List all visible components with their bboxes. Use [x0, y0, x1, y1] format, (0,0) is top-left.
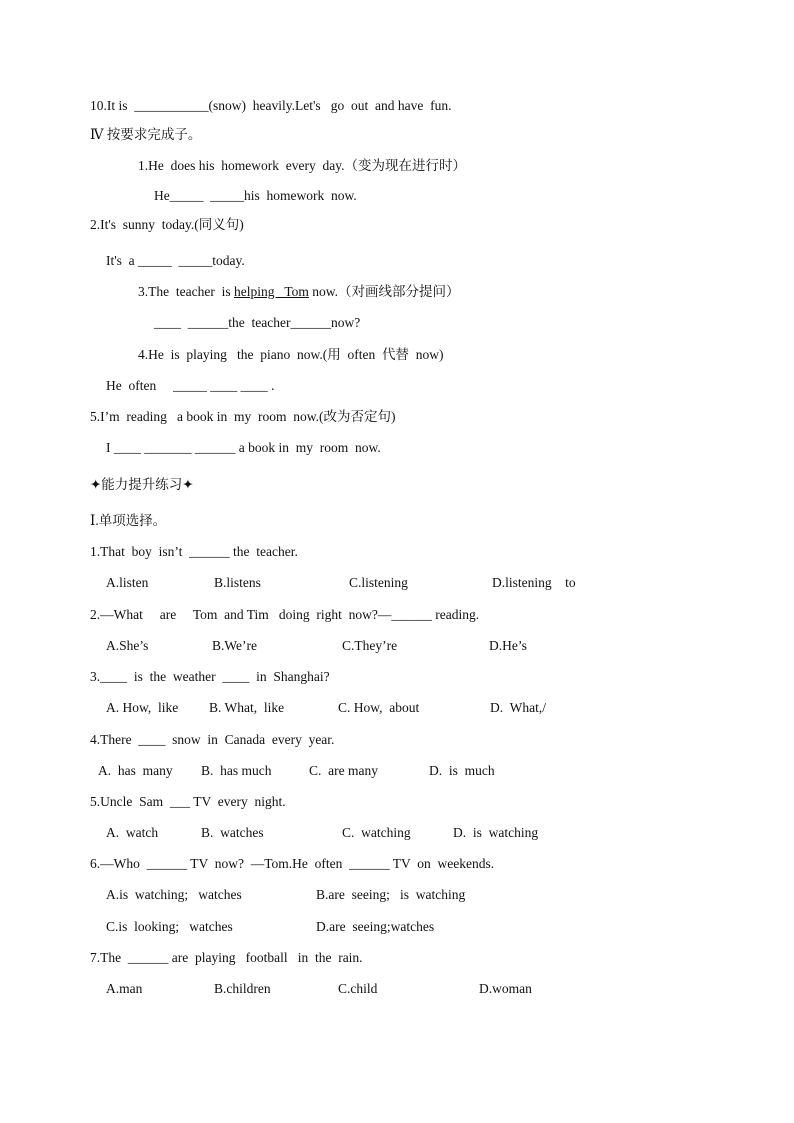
option-a: A.She’s — [106, 638, 149, 653]
option-b: B.We’re — [212, 638, 258, 653]
exercise-line: 2.It's sunny today.(同义句) — [90, 217, 244, 232]
option-c: C.listening — [349, 575, 408, 590]
question-6: 6.—Who ______ TV now? —Tom.He often ______ TV on weekends. — [90, 856, 495, 871]
exercise-line — [138, 283, 460, 301]
exercise-line: It's a _____ _____today. — [106, 253, 245, 268]
option-c: C.child — [338, 981, 378, 996]
question-3: 3.____ is the weather ____ in Shanghai? — [90, 669, 330, 684]
exercise-line: 4.He is playing the piano now.(用 often 代替 now) — [138, 347, 444, 362]
option-c: C.They’re — [342, 638, 398, 653]
option-b: B.are seeing; is watching — [316, 887, 466, 902]
question-5: 5.Uncle Sam ___ TV every night. — [90, 794, 286, 809]
text-segment: 3.The teacher is — [138, 284, 234, 299]
option-b: B. has much — [201, 763, 272, 778]
question-1: 1.That boy isn’t ______ the teacher. — [90, 544, 298, 559]
option-c: C.is looking; watches — [106, 919, 233, 934]
option-b: B. What, like — [209, 700, 285, 715]
exercise-line: 1.He does his homework every day.（变为现在进行时） — [138, 158, 466, 173]
exercise-line: 10.It is ___________(snow) heavily.Let's go out and have fun. — [90, 98, 452, 113]
exercise-line: ____ ______the teacher______now? — [154, 315, 361, 330]
option-d: D. What,/ — [490, 700, 546, 715]
option-d: D.woman — [479, 981, 532, 996]
option-a: A.is watching; watches — [106, 887, 242, 902]
option-d: D.He’s — [489, 638, 527, 653]
option-b: B.listens — [214, 575, 261, 590]
option-c: C. are many — [309, 763, 378, 778]
section-heading: Ⅰ.单项选择。 — [90, 513, 167, 528]
option-a: A.man — [106, 981, 143, 996]
option-d: D.are seeing;watches — [316, 919, 435, 934]
exercise-line: 5.I’m reading a book in my room now.(改为否定句) — [90, 409, 396, 424]
exercise-line: He_____ _____his homework now. — [154, 188, 357, 203]
option-d: D.listening to — [492, 575, 576, 590]
exercise-line: He often _____ ____ ____ . — [106, 378, 275, 393]
question-4: 4.There ____ snow in Canada every year. — [90, 732, 335, 747]
option-c: C. How, about — [338, 700, 420, 715]
option-a: A. How, like — [106, 700, 179, 715]
text-segment: now.（对画线部分提问） — [308, 284, 460, 299]
option-b: B. watches — [201, 825, 264, 840]
option-a: A. has many — [98, 763, 173, 778]
option-d: D. is watching — [453, 825, 539, 840]
option-d: D. is much — [429, 763, 495, 778]
option-a: A. watch — [106, 825, 159, 840]
question-2: 2.—What are Tom and Tim doing right now?—______ reading. — [90, 607, 480, 622]
section-heading: Ⅳ 按要求完成子。 — [90, 127, 202, 142]
section-heading: ✦能力提升练习✦ — [90, 477, 194, 492]
option-c: C. watching — [342, 825, 411, 840]
option-a: A.listen — [106, 575, 149, 590]
question-7: 7.The ______ are playing football in the rain. — [90, 950, 363, 965]
underlined-phrase: helping Tom — [233, 284, 309, 299]
exercise-line: I ____ _______ ______ a book in my room now. — [106, 440, 381, 455]
option-b: B.children — [214, 981, 271, 996]
